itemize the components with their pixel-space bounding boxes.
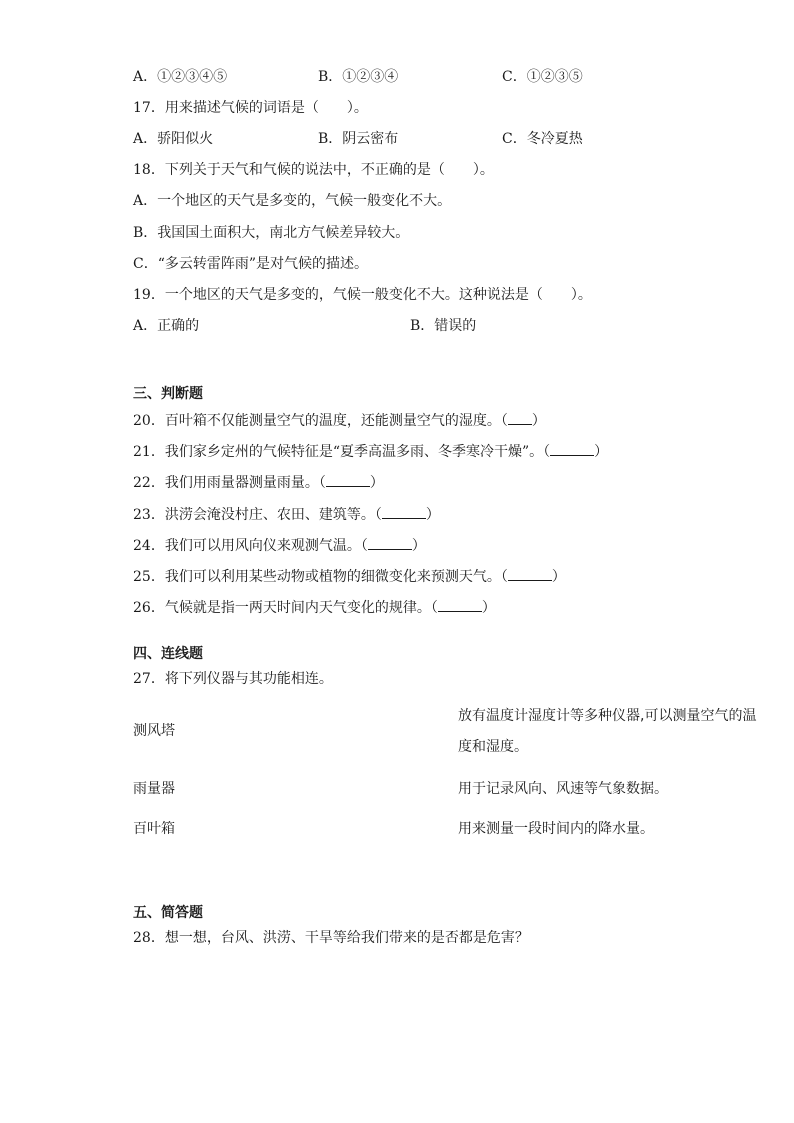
match-right-item-3[interactable]: 用来测量一段时间内的降水量。 (458, 821, 654, 837)
answer-blank[interactable] (368, 535, 412, 550)
match-left-item-2[interactable]: 雨量器 (133, 781, 175, 797)
judge-item-21: 21．我们家乡定州的气候特征是“夏季高温多雨、冬季寒冷干燥”。（ ） (133, 441, 608, 461)
q17-option-a: A．骄阳似火 (133, 131, 214, 147)
q19-stem: 19．一个地区的天气是多变的，气候一般变化不大。这种说法是（ ）。 (133, 287, 592, 303)
section-match-heading: 四、连线题 (133, 646, 203, 662)
q16-option-b: B．①②③④ (318, 69, 399, 85)
q19-option-a: A．正确的 (133, 318, 200, 334)
match-left-item-1[interactable]: 测风塔 (133, 723, 175, 739)
judge-item-20: 20．百叶箱不仅能测量空气的温度，还能测量空气的湿度。（ ） (133, 410, 546, 430)
q17-option-b: B．阴云密布 (318, 131, 399, 147)
judge-item-text: 24．我们可以用风向仪来观测气温。（ (133, 538, 368, 554)
judge-item-text: 21．我们家乡定州的气候特征是“夏季高温多雨、冬季寒冷干燥”。（ (133, 444, 551, 460)
answer-blank[interactable] (508, 566, 552, 581)
judge-item-23: 23．洪涝会淹没村庄、农田、建筑等。（ ） (133, 504, 440, 524)
q18-option-c: C．“多云转雷阵雨”是对气候的描述。 (133, 256, 369, 272)
judge-item-26: 26．气候就是指一两天时间内天气变化的规律。（ ） (133, 597, 496, 617)
q19-option-b: B．错误的 (410, 318, 477, 334)
match-right-item-1-line-1[interactable]: 放有温度计湿度计等多种仪器,可以测量空气的温 (458, 708, 757, 724)
q16-option-a: A．①②③④⑤ (133, 69, 228, 85)
answer-blank[interactable] (550, 441, 594, 456)
q16-option-c: C．①②③⑤ (502, 69, 583, 85)
judge-item-text: 20．百叶箱不仅能测量空气的温度，还能测量空气的湿度。（ (133, 413, 508, 429)
answer-blank[interactable] (326, 472, 370, 487)
judge-item-text: 22．我们用雨量器测量雨量。（ (133, 475, 326, 491)
match-right-item-2[interactable]: 用于记录风向、风速等气象数据。 (458, 781, 668, 797)
q18-option-b: B．我国国土面积大，南北方气候差异较大。 (133, 225, 410, 241)
match-stem: 27．将下列仪器与其功能相连。 (133, 671, 333, 687)
judge-item-22: 22．我们用雨量器测量雨量。（ ） (133, 472, 384, 492)
judge-item-text: 25．我们可以利用某些动物或植物的细微变化来预测天气。（ (133, 569, 508, 585)
match-right-item-1-line-2[interactable]: 度和湿度。 (458, 739, 528, 755)
q17-stem: 17．用来描述气候的词语是（ ）。 (133, 100, 368, 116)
judge-item-text: 26．气候就是指一两天时间内天气变化的规律。（ (133, 600, 438, 616)
section-short-heading: 五、简答题 (133, 905, 203, 921)
answer-blank[interactable] (382, 504, 426, 519)
q18-stem: 18．下列关于天气和气候的说法中，不正确的是（ ）。 (133, 162, 494, 178)
q17-option-c: C．冬冷夏热 (502, 131, 583, 147)
answer-blank[interactable] (438, 597, 482, 612)
short-question-28: 28．想一想，台风、洪涝、干旱等给我们带来的是否都是危害？ (133, 930, 529, 946)
judge-item-text: 23．洪涝会淹没村庄、农田、建筑等。（ (133, 507, 382, 523)
section-judge-heading: 三、判断题 (133, 386, 203, 402)
judge-item-24: 24．我们可以用风向仪来观测气温。（ ） (133, 535, 426, 555)
match-left-item-3[interactable]: 百叶箱 (133, 821, 175, 837)
answer-blank[interactable] (508, 410, 532, 425)
judge-item-25: 25．我们可以利用某些动物或植物的细微变化来预测天气。（ ） (133, 566, 566, 586)
q18-option-a: A．一个地区的天气是多变的，气候一般变化不大。 (133, 193, 452, 209)
